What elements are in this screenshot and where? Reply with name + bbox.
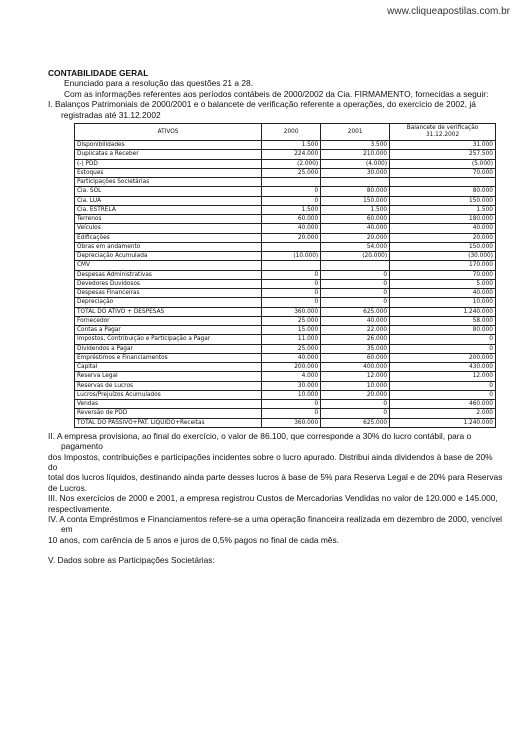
value-2000-cell: 360.000: [262, 418, 321, 427]
account-label-cell: Depreciação: [75, 298, 262, 307]
value-2000-cell: 30.000: [262, 381, 321, 390]
value-2000-cell: 0: [262, 289, 321, 298]
table-row: [75, 335, 496, 344]
table-row: [75, 187, 496, 196]
account-label-cell: Depreciação Acumulada: [75, 252, 262, 261]
value-2000-cell: (10.000): [262, 252, 321, 261]
value-2000-cell: 360.000: [262, 307, 321, 316]
value-2002-cell: 40.000: [390, 289, 496, 298]
table-row: [75, 150, 496, 159]
value-2002-cell: 2.000: [390, 409, 496, 418]
account-label-cell: Estoques: [75, 168, 262, 177]
table-row: [75, 409, 496, 418]
account-label-cell: Reservas de Lucros: [75, 381, 262, 390]
item-ii-line2: dos Impostos, contribuições e participações incidentes sobre o lucro apurado. Distribui ainda dividendos à base de 20% do: [48, 451, 493, 472]
account-label-cell: Obras em andamento: [75, 242, 262, 251]
value-2000-cell: 200.000: [262, 363, 321, 372]
account-label-cell: Despesas Financeiras: [75, 289, 262, 298]
value-2001-cell: 30.000: [321, 168, 390, 177]
site-url[interactable]: www.cliqueapostilas.com.br: [387, 6, 510, 17]
value-2000-cell: 0: [262, 196, 321, 205]
account-label-cell: Veículos: [75, 224, 262, 233]
value-2001-cell: 35.000: [321, 344, 390, 353]
value-2000-cell: 0: [262, 187, 321, 196]
value-2002-cell: 1.240.000: [390, 307, 496, 316]
account-label-cell: Capital: [75, 363, 262, 372]
account-label-cell: TOTAL DO ATIVO + DESPESAS: [75, 307, 262, 316]
header-balancete: [390, 124, 496, 141]
value-2002-cell: 80.000: [390, 326, 496, 335]
table-row: [75, 270, 496, 279]
value-2001-cell: 26.000: [321, 335, 390, 344]
header-balancete-date: 31.12.2002: [425, 132, 460, 139]
header-ativos: ATIVOS: [75, 124, 262, 141]
account-label-cell: Duplicatas a Receber: [75, 150, 262, 159]
table-row: [75, 252, 496, 261]
value-2000-cell: 40.000: [262, 353, 321, 362]
item-iv-line2: 10 anos, com carência de 5 anos e juros de 0,5% pagos no final de cada mês.: [48, 534, 339, 545]
account-label-cell: (-) PDD: [75, 159, 262, 168]
table-row: [75, 215, 496, 224]
value-2000-cell: 4.000: [262, 372, 321, 381]
value-2001-cell: [321, 261, 390, 270]
item-ii-line1: II. A empresa provisiona, ao final do exercício, o valor de 86.100, que corresponde a 30% do lucro contábil, para o pagamento: [48, 430, 472, 452]
value-2000-cell: 0: [262, 400, 321, 409]
value-2001-cell: 625.000: [321, 307, 390, 316]
value-2002-cell: 1.240.000: [390, 418, 496, 427]
value-2000-cell: (2.000): [262, 159, 321, 168]
account-label-cell: TOTAL DO PASSIVO+PAT. LÍQUIDO+Receitas: [75, 418, 262, 427]
value-2001-cell: 10.000: [321, 381, 390, 390]
table-row: [75, 353, 496, 362]
value-2002-cell: 12.000: [390, 372, 496, 381]
account-label-cell: Terrenos: [75, 215, 262, 224]
item-v-text: V. Dados sobre as Participações Societárias:: [48, 555, 215, 566]
value-2001-cell: 400.000: [321, 363, 390, 372]
header-2001: 2001: [321, 124, 390, 141]
document-body: [48, 68, 503, 566]
table-row: [75, 196, 496, 205]
table-row: [75, 279, 496, 288]
value-2000-cell: 0: [262, 409, 321, 418]
value-2000-cell: 0: [262, 270, 321, 279]
value-2001-cell: 60.000: [321, 215, 390, 224]
account-label-cell: Edificações: [75, 233, 262, 242]
account-label-cell: Vendas: [75, 400, 262, 409]
table-row: [75, 178, 496, 187]
value-2002-cell: 0: [390, 335, 496, 344]
value-2001-cell: 80.000: [321, 187, 390, 196]
table-row: [75, 316, 496, 325]
table-row: [75, 159, 496, 168]
account-label-cell: Reserva Legal: [75, 372, 262, 381]
value-2001-cell: 625.000: [321, 418, 390, 427]
table-row: [75, 298, 496, 307]
value-2000-cell: 224.000: [262, 150, 321, 159]
item-ii-line3: total dos lucros líquidos, destinando ainda parte desses lucros à base de 5% para Reserva Legal e de 20% para Reservas: [48, 472, 503, 483]
account-label-cell: Devedores Duvidosos: [75, 279, 262, 288]
value-2000-cell: 0: [262, 298, 321, 307]
table-row: [75, 390, 496, 399]
value-2002-cell: (5.000): [390, 159, 496, 168]
table-row: [75, 418, 496, 427]
account-label-cell: Reversão de PDD: [75, 409, 262, 418]
value-2002-cell: 460.000: [390, 400, 496, 409]
value-2002-cell: 170.000: [390, 261, 496, 270]
table-row: [75, 307, 496, 316]
account-label-cell: Participações Societárias: [75, 178, 262, 187]
account-label-cell: Contas a Pagar: [75, 326, 262, 335]
value-2001-cell: (4.000): [321, 159, 390, 168]
table-row: [75, 168, 496, 177]
account-label-cell: Despesas Administrativas: [75, 270, 262, 279]
value-2000-cell: [262, 261, 321, 270]
table-row: [75, 205, 496, 214]
value-2001-cell: (20.000): [321, 252, 390, 261]
account-label-cell: Cia. SOL: [75, 187, 262, 196]
header-balancete-title: Balancete de verificação: [406, 125, 479, 132]
table-row: [75, 344, 496, 353]
value-2000-cell: 40.000: [262, 224, 321, 233]
value-2002-cell: 20.000: [390, 233, 496, 242]
value-2001-cell: 0: [321, 409, 390, 418]
value-2001-cell: 0: [321, 298, 390, 307]
value-2002-cell: 70.000: [390, 270, 496, 279]
table-row: [75, 363, 496, 372]
value-2001-cell: 60.000: [321, 353, 390, 362]
account-label-cell: Lucros/Prejuízos Acumulados: [75, 390, 262, 399]
value-2002-cell: 70.000: [390, 168, 496, 177]
account-label-cell: Impostos, Contribuição e Participação a Pagar: [75, 335, 262, 344]
value-2002-cell: 5.000: [390, 279, 496, 288]
account-label-cell: Cia. ESTRELA: [75, 205, 262, 214]
item-ii-line4: de Lucros.: [48, 482, 88, 493]
intro-statement: Enunciado para a resolução das questões 21 a 28.: [64, 78, 254, 89]
value-2002-cell: 257.500: [390, 150, 496, 159]
item-i-text: I. Balanços Patrimoniais de 2000/2001 e o balancete de verificação referente a operações, do exercício de 2002, já registradas até 31.12.2002: [48, 99, 476, 120]
value-2002-cell: 430.000: [390, 363, 496, 372]
value-2000-cell: [262, 242, 321, 251]
value-2002-cell: 0: [390, 344, 496, 353]
value-2000-cell: 0: [262, 279, 321, 288]
item-iv-line1: IV. A conta Empréstimos e Financiamentos refere-se a uma operação financeira realizada em dezembro de 2000, vencível em: [48, 514, 503, 535]
value-2001-cell: 1.500: [321, 205, 390, 214]
value-2000-cell: 25.000: [262, 344, 321, 353]
item-iii-line2: respectivamente.: [48, 503, 112, 514]
table-row: [75, 372, 496, 381]
value-2001-cell: 0: [321, 270, 390, 279]
account-label-cell: Empréstimos e Financiamentos: [75, 353, 262, 362]
value-2001-cell: 54.000: [321, 242, 390, 251]
value-2002-cell: 1.500: [390, 205, 496, 214]
table-row: [75, 400, 496, 409]
value-2002-cell: 180.000: [390, 215, 496, 224]
value-2002-cell: 200.000: [390, 353, 496, 362]
value-2001-cell: 0: [321, 400, 390, 409]
value-2002-cell: 31.000: [390, 141, 496, 150]
value-2000-cell: [262, 178, 321, 187]
item-iii-line1: III. Nos exercícios de 2000 e 2001, a empresa registrou Custos de Mercadorias Vendidas no valor de 120.000 e 145.000,: [48, 493, 498, 504]
value-2000-cell: 15.000: [262, 326, 321, 335]
value-2002-cell: 40.000: [390, 224, 496, 233]
value-2002-cell: 150.000: [390, 196, 496, 205]
document-title: CONTABILIDADE GERAL: [48, 68, 149, 78]
account-label-cell: Disponibilidades: [75, 141, 262, 150]
value-2001-cell: 12.000: [321, 372, 390, 381]
table-row: [75, 242, 496, 251]
value-2001-cell: 20.000: [321, 390, 390, 399]
value-2001-cell: 0: [321, 279, 390, 288]
balance-sheet-table: [74, 123, 496, 428]
value-2000-cell: 60.000: [262, 215, 321, 224]
value-2002-cell: 0: [390, 381, 496, 390]
value-2002-cell: 10.000: [390, 298, 496, 307]
value-2001-cell: 20.000: [321, 233, 390, 242]
value-2000-cell: 25.000: [262, 168, 321, 177]
value-2002-cell: 80.000: [390, 187, 496, 196]
value-2001-cell: 40.000: [321, 316, 390, 325]
value-2002-cell: (30.000): [390, 252, 496, 261]
value-2000-cell: 25.000: [262, 316, 321, 325]
table-row: [75, 261, 496, 270]
value-2001-cell: 0: [321, 289, 390, 298]
value-2001-cell: 150.000: [321, 196, 390, 205]
table-header-row: [75, 124, 496, 141]
table-body: [75, 141, 496, 428]
table-row: [75, 141, 496, 150]
account-label-cell: Dividendos a Pagar: [75, 344, 262, 353]
account-label-cell: Fornecedor: [75, 316, 262, 325]
table-row: [75, 289, 496, 298]
table-row: [75, 224, 496, 233]
table-row: [75, 326, 496, 335]
value-2000-cell: 1.500: [262, 141, 321, 150]
value-2000-cell: 20.000: [262, 233, 321, 242]
value-2001-cell: 40.000: [321, 224, 390, 233]
value-2002-cell: 150.000: [390, 242, 496, 251]
table-row: [75, 381, 496, 390]
value-2001-cell: 22.000: [321, 326, 390, 335]
value-2001-cell: 210.000: [321, 150, 390, 159]
table-row: [75, 233, 496, 242]
value-2000-cell: 10.000: [262, 390, 321, 399]
account-label-cell: CMV: [75, 261, 262, 270]
account-label-cell: Cia. LUA: [75, 196, 262, 205]
value-2002-cell: [390, 178, 496, 187]
value-2000-cell: 11.000: [262, 335, 321, 344]
value-2002-cell: 0: [390, 390, 496, 399]
value-2000-cell: 1.500: [262, 205, 321, 214]
value-2002-cell: 58.000: [390, 316, 496, 325]
value-2001-cell: 3.500: [321, 141, 390, 150]
intro-context: Com as informações referentes aos períodos contábeis de 2000/2002 da Cia. FIRMAMENTO, fornecidas a seguir:: [64, 88, 489, 99]
header-2000: 2000: [262, 124, 321, 141]
value-2001-cell: [321, 178, 390, 187]
